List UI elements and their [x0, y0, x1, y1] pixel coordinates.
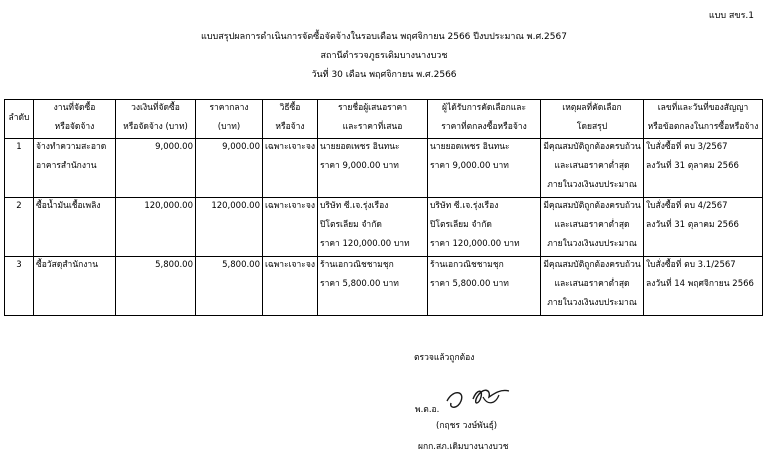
median-price-cell-text: 9,000.00: [222, 142, 260, 152]
bidders-cell-text: บริษัท ซี.เจ.รุ่งเรือง: [320, 201, 389, 211]
column-header: [318, 100, 428, 139]
reason-cell-text: และเสนอราคาต่ำสุด: [554, 220, 630, 230]
reason-cell-text: และเสนอราคาต่ำสุด: [554, 279, 630, 289]
reason-cell-text: และเสนอราคาต่ำสุด: [554, 161, 630, 171]
column-header-text: ราคาที่ตกลงซื้อหรือจ้าง: [441, 122, 527, 132]
winner-cell-text: ราคา 120,000.00 บาท: [430, 239, 520, 249]
item-cell-text: ซื้อวัสดุสำนักงาน: [36, 260, 99, 270]
row-number: [5, 198, 34, 257]
bidders-cell-text: ปิโตรเลียม จำกัด: [320, 220, 382, 230]
method-cell: [263, 198, 318, 257]
row-number: [5, 257, 34, 316]
bidders-cell: [318, 257, 428, 316]
column-header-text: ผู้ได้รับการคัดเลือกและ: [441, 103, 527, 113]
column-header-text: งานที่จัดซื้อ: [53, 103, 96, 113]
budget-cell-text: 9,000.00: [155, 142, 193, 152]
contract-cell-text: ใบสั่งซื้อที่ ตบ 3/2567: [646, 142, 728, 152]
contract-cell: [644, 198, 763, 257]
winner-cell-text: ร้านเอกวณิชชามชุก: [430, 260, 504, 270]
table-row: [5, 198, 763, 257]
signer-rank: พ.ต.อ.: [415, 405, 440, 415]
column-header: [644, 100, 763, 139]
reason-cell-text: มีคุณสมบัติถูกต้องครบถ้วน: [543, 201, 641, 211]
contract-cell-text: ใบสั่งซื้อที่ ตบ 3.1/2567: [646, 260, 736, 270]
column-header-text: รายชื่อผู้เสนอราคา: [338, 103, 407, 113]
winner-cell: [428, 198, 541, 257]
bidders-cell-text: ร้านเอกวณิชชามชุก: [320, 260, 394, 270]
winner-cell-text: บริษัท ซี.เจ.รุ่งเรือง: [430, 201, 499, 211]
column-header-text: หรือจัดจ้าง (บาท): [123, 122, 188, 132]
method-cell-text: เฉพาะเจาะจง: [265, 142, 315, 152]
reason-cell: [541, 139, 644, 198]
signer-name: (กฤชร วงษ์พันธุ์): [436, 421, 498, 431]
row-number-text: 3: [16, 260, 22, 270]
winner-cell: [428, 257, 541, 316]
reason-cell: [541, 198, 644, 257]
bidders-cell-text: ราคา 5,800.00 บาท: [320, 279, 399, 289]
item-cell: [34, 198, 116, 257]
column-header: [263, 100, 318, 139]
column-header-text: หรือจัดจ้าง: [54, 122, 95, 132]
table-row: [5, 257, 763, 316]
item-cell-text: อาคารสำนักงาน: [36, 161, 97, 171]
reason-cell-text: มีคุณสมบัติถูกต้องครบถ้วน: [543, 142, 641, 152]
reason-cell-text: มีคุณสมบัติถูกต้องครบถ้วน: [543, 260, 641, 270]
certify-text: ตรวจแล้วถูกต้อง: [414, 353, 475, 363]
budget-cell: [116, 139, 196, 198]
column-header-text: โดยสรุป: [576, 122, 608, 132]
table-header-row: [5, 100, 763, 139]
column-header: [196, 100, 263, 139]
contract-cell-text: ลงวันที่ 31 ตุลาคม 2566: [646, 161, 739, 171]
median-price-cell: [196, 257, 263, 316]
reason-cell-text: ภายในวงเงินงบประมาณ: [547, 298, 637, 308]
table-row: [5, 139, 763, 198]
reason-cell-text: ภายในวงเงินงบประมาณ: [547, 180, 637, 190]
method-cell: [263, 257, 318, 316]
winner-cell-text: นายยอดเพชร อินทนะ: [430, 142, 510, 152]
row-number: [5, 139, 34, 198]
form-code: แบบ สขร.1: [708, 11, 754, 21]
item-cell-text: จ้างทำความสะอาด: [36, 142, 107, 152]
winner-cell-text: ปิโตรเลียม จำกัด: [430, 220, 492, 230]
column-header-text: (บาท): [217, 122, 241, 132]
budget-cell-text: 120,000.00: [144, 201, 193, 211]
median-price-cell-text: 5,800.00: [222, 260, 260, 270]
item-cell-text: ซื้อน้ำมันเชื้อเพลิง: [36, 201, 101, 211]
report-title: แบบสรุปผลการดำเนินการจัดซื้อจัดจ้างในรอบเดือน พฤศจิกายน 2566 ปีงบประมาณ พ.ศ.2567: [201, 32, 567, 42]
bidders-cell-text: ราคา 9,000.00 บาท: [320, 161, 399, 171]
budget-cell: [116, 257, 196, 316]
row-number-text: 1: [16, 142, 22, 152]
column-header-text: หรือจ้าง: [275, 122, 305, 132]
column-header: [428, 100, 541, 139]
bidders-cell-text: นายยอดเพชร อินทนะ: [320, 142, 400, 152]
column-header-text: ลำดับ: [8, 112, 30, 123]
contract-cell-text: ลงวันที่ 14 พฤศจิกายน 2566: [646, 279, 754, 289]
procurement-table: [4, 99, 763, 316]
item-cell: [34, 257, 116, 316]
bidders-cell: [318, 198, 428, 257]
method-cell-text: เฉพาะเจาะจง: [265, 201, 315, 211]
winner-cell-text: ราคา 9,000.00 บาท: [430, 161, 509, 171]
contract-cell-text: ใบสั่งซื้อที่ ตบ 4/2567: [646, 201, 728, 211]
winner-cell-text: ราคา 5,800.00 บาท: [430, 279, 509, 289]
budget-cell-text: 5,800.00: [155, 260, 193, 270]
column-header-text: วงเงินที่จัดซื้อ: [131, 103, 180, 113]
signer-position: ผกก.สภ.เดิมบางนางบวช: [418, 442, 509, 452]
contract-cell: [644, 257, 763, 316]
table-body: [5, 139, 763, 316]
column-header-text: ราคากลาง: [209, 103, 249, 113]
median-price-cell: [196, 198, 263, 257]
row-number-text: 2: [16, 201, 22, 211]
median-price-cell-text: 120,000.00: [211, 201, 260, 211]
column-header: [116, 100, 196, 139]
column-header-text: วิธีซื้อ: [279, 103, 301, 113]
contract-cell-text: ลงวันที่ 31 ตุลาคม 2566: [646, 220, 739, 230]
winner-cell: [428, 139, 541, 198]
item-cell: [34, 139, 116, 198]
column-header: [541, 100, 644, 139]
contract-cell: [644, 139, 763, 198]
column-header-text: เลขที่และวันที่ของสัญญา: [657, 103, 749, 113]
budget-cell: [116, 198, 196, 257]
column-header-text: และราคาที่เสนอ: [342, 122, 403, 132]
bidders-cell: [318, 139, 428, 198]
column-header: [5, 100, 34, 139]
method-cell: [263, 139, 318, 198]
station-name: สถานีตำรวจภูธรเดิมบางนางบวช: [320, 51, 448, 61]
column-header: [34, 100, 116, 139]
reason-cell: [541, 257, 644, 316]
reason-cell-text: ภายในวงเงินงบประมาณ: [547, 239, 637, 249]
report-date: วันที่ 30 เดือน พฤศจิกายน พ.ศ.2566: [311, 70, 457, 80]
median-price-cell: [196, 139, 263, 198]
column-header-text: เหตุผลที่คัดเลือก: [562, 103, 622, 113]
bidders-cell-text: ราคา 120,000.00 บาท: [320, 239, 410, 249]
column-header-text: หรือข้อตกลงในการซื้อหรือจ้าง: [647, 122, 759, 132]
handwritten-signature: [443, 383, 523, 413]
method-cell-text: เฉพาะเจาะจง: [265, 260, 315, 270]
